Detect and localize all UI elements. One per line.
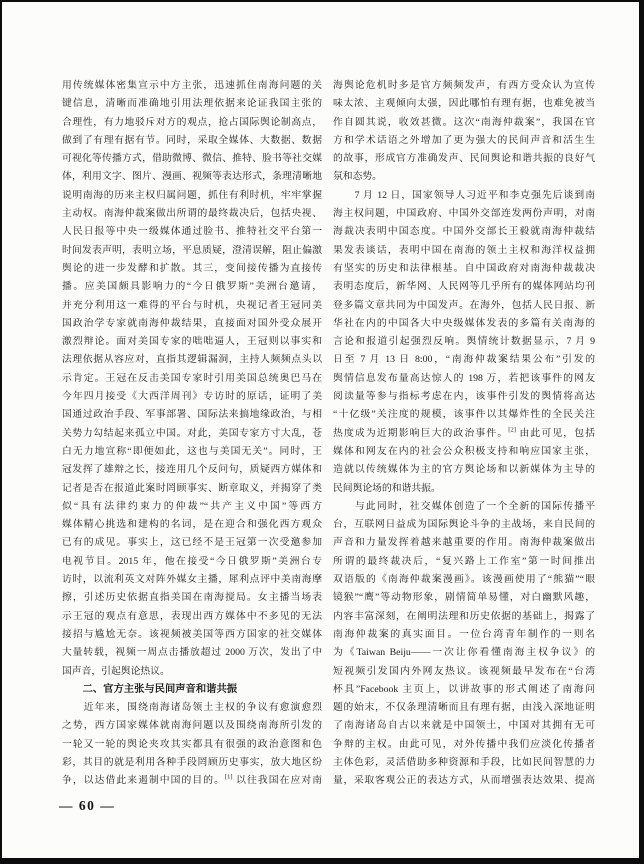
section-heading: 二、官方主张与民间声音和谐共振	[62, 683, 238, 695]
scan-border-right	[639, 0, 644, 864]
text-line: 镜猴”“鹰”等动物形象，剧情简单易懂，对白幽默风趣，	[333, 592, 595, 604]
text-line: 争辩的主权。由此可见，对外传播中我们应淡化传播者	[333, 738, 595, 750]
text-line: 所谓的最终裁决后，“复兴路上工作室”第一时间推出	[333, 555, 595, 567]
text-line: 为《Taiwan Beiju——一次让你看懂南海主权争议》的	[333, 647, 595, 659]
scan-border-bottom	[0, 858, 644, 864]
text-line: 用传统媒体密集宣示中方主张，迅速抓住南海问题的关	[62, 80, 322, 91]
text-line: 7 月 12 日，国家领导人习近平和李克强先后谈到南	[333, 189, 595, 201]
text-line: 彩，其目的就是利用各种手段罔顾历史事实，放大地区纷	[62, 756, 322, 768]
text-line: 造就以传统媒体为主的官方舆论场和以新媒体为主导的	[333, 464, 595, 476]
text-line: 主动权。南海仲裁案做出所谓的最终裁决后，包括央视、	[62, 208, 322, 220]
text-line: 记者是否在报道此案时罔顾事实、断章取义，并揭穿了类	[62, 482, 322, 494]
text-line: 华社在内的中国各大中央级媒体发表的多篇有关南海的	[333, 317, 595, 329]
text-line: 体，利用文字、图片、漫画、视频等表达形式，条理清晰地	[62, 171, 322, 183]
text-line: 登多篇文章共同为中国发声。在海外，包括人民日报、新	[333, 299, 595, 311]
text-line: 大量转载，视频一周点击播放超过 2000 万次，发出了中	[62, 647, 322, 659]
text-line: 短视频引发国内外网友热议。该视频最早发布在“台湾	[333, 665, 595, 677]
text-line: 似“具有法律约束力的仲裁”“共产主义中国”等西方	[62, 500, 322, 512]
text-line: 媒体和网友在内的社会公众积极支持和响应国家主张，	[333, 445, 595, 457]
text-line: 法理依据从容应对，直指其逻辑漏洞，主持人频频点头以	[62, 354, 322, 366]
text-line: 海主权问题，中国政府、中国外交部连发两份声明，对南	[333, 208, 595, 220]
text-line: 双语版的《南海仲裁案漫画》。该漫画使用了“熊猫”“眼	[333, 574, 595, 586]
text-line: 南海仲裁案的真实面目。一位台湾青年制作的一则名	[333, 628, 595, 640]
text-line: 已有的成见。事实上，这已经不是王冠第一次受邀参加	[62, 537, 322, 549]
text-line: 杯具”Facebook 主页上，以讲故事的形式阐述了南海问	[333, 683, 595, 695]
text-line: 言论和报道引起强烈反响。舆情统计数据显示，7 月 9	[333, 336, 595, 348]
text-line: 日至 7 月 13 日 8:00，“南海仲裁案结果公布”引发的	[333, 354, 595, 366]
text-column-left	[62, 77, 322, 791]
text-line: 题的始末，不仅条理清晰而且有理有据，由浅入深地证明	[333, 702, 595, 714]
text-line: 量，采取客观公正的表达方式，从而增强表达效果、提高	[333, 775, 595, 787]
text-line: 并充分利用这一难得的平台与时机，央视记者王冠同美	[62, 299, 322, 311]
text-line: “十亿级”关注度的规模，该事件以其爆炸性的全民关注	[333, 409, 595, 421]
text-line: 时间发表声明，表明立场，平息质疑，澄清误解，阻止偏激	[62, 244, 322, 256]
text-line: 热度成为近期影响巨大的政治事件。[2] 由此可见，包括	[333, 426, 595, 439]
text-line: 近年来，围绕南海诸岛领土主权的争议有愈演愈烈	[62, 702, 322, 714]
text-line: 国声音，引起舆论热议。	[62, 665, 170, 677]
text-line: 电视节目。2015 年，他在接受“今日俄罗斯”美洲台专	[62, 555, 322, 567]
text-line: 白无力地宣称“即便如此，这也与美国无关”。同时，王	[62, 445, 322, 457]
text-line: 媒体精心挑选和建构的名词，是在迎合和强化西方观众	[62, 519, 322, 531]
text-line: 人民日报等中央一级媒体通过脸书、推特社交平台第一	[62, 226, 322, 238]
text-line: 氛和态势。	[333, 171, 382, 183]
text-column-right	[333, 77, 595, 791]
text-line: 有坚实的历史和法律根基。自中国政府对南海仲裁裁决	[333, 262, 595, 274]
text-line: 说明南海的历来主权归属问题，抓住有利时机，牢牢掌握	[62, 189, 322, 201]
scan-border-left	[0, 0, 2, 864]
text-line: 味太浓、主观倾向太强，因此哪怕有理有据，也难免被当	[333, 98, 595, 110]
text-line: 主体色彩，灵活借助多种资源和手段，比如民间智慧的力	[333, 756, 595, 768]
page-number: — 60 —	[59, 798, 116, 813]
text-line: 做到了有理有据有节。同时，采取全媒体、大数据、数据	[62, 134, 322, 146]
text-line: 播。应美国颇具影响力的“今日俄罗斯”美洲台邀请，	[62, 281, 322, 293]
text-line: 内容丰富深刻，在阐明法理和历史依据的基础上，揭露了	[333, 610, 595, 622]
text-line: 一轮又一轮的舆论夹攻其实都具有很强的政治意图和色	[62, 738, 322, 750]
text-line: 与此同时，社交媒体创造了一个全新的国际传播平	[333, 500, 595, 512]
text-line: 可视化等传播方式，借助微博、微信、推特、脸书等社交媒	[62, 153, 322, 165]
text-line: 表明态度后，新华网、人民网等几乎所有的媒体网站均刊	[333, 281, 595, 293]
text-line: 激烈辩论。面对美国专家的咄咄逼人，王冠则以事实和	[62, 336, 322, 348]
text-line: 舆情信息发布量高达惊人的 198 万，若把该事件的网友	[333, 372, 595, 384]
text-line: 之势，西方国家媒体就南海问题以及围绕南海所引发的	[62, 720, 322, 732]
text-line: 争，以达借此来遏制中国的目的。[1] 以往我国在应对南	[62, 774, 322, 787]
text-line: 示王冠的观点有意思，表现出西方媒体中不多见的无法	[62, 610, 322, 622]
text-line: 访时，以流利英文对阵外媒女主播，犀利点评中美南海摩	[62, 574, 322, 586]
text-line: 今年四月接受《大西洋周刊》专访时的原话，证明了美	[62, 391, 322, 403]
scan-border-top	[0, 0, 644, 2]
text-line: 台，互联网日益成为国际舆论斗争的主战场，来自民间的	[333, 519, 595, 531]
text-line: 方和学术话语之外增加了更为强大的民间声音和活生生	[333, 134, 595, 146]
text-line: 海舆论危机时多是官方频频发声，有西方受众认为宣传	[333, 80, 595, 91]
text-line: 合理性，有力地驳斥对方的观点，抢占国际舆论制高点，	[62, 116, 322, 128]
text-line: 了南海诸岛自古以来就是中国领土，中国对其拥有无可	[333, 720, 595, 732]
text-line: 民间舆论场的和谐共振。	[333, 482, 441, 494]
footnote-ref: [1]	[225, 774, 233, 782]
text-line: 冠发挥了雄辩之长，接连用几个反问句，质疑西方媒体和	[62, 464, 322, 476]
text-line: 键信息，清晰而准确地引用法理依据来论证我国主张的	[62, 98, 322, 110]
text-line: 作自圆其说，收效甚微。这次“南海仲裁案”，我国在官	[333, 116, 595, 128]
text-line: 海裁决表明中国态度。中国外交部长王毅就南海仲裁结	[333, 226, 595, 238]
text-line: 的故事，形成官方准确发声、民间舆论和谐共振的良好气	[333, 153, 595, 165]
text-line: 国政治学专家就南海仲裁结果，直接面对国外受众展开	[62, 317, 322, 329]
text-line: 舆论的进一步发酵和扩散。其三，变间接传播为直接传	[62, 262, 322, 274]
text-line: 示肯定。王冠在反击美国专家时引用美国总统奥巴马在	[62, 372, 322, 384]
text-line: 果发表谈话，表明中国在南海的领土主权和海洋权益拥	[333, 244, 595, 256]
text-line: 阅读量等参与指标考虑在内，该事件引发的舆情将高达	[333, 391, 595, 403]
text-line: 擦，引述历史依据直指美国在南海搅局。女主播当场表	[62, 592, 322, 604]
text-line: 关势力勾结起来孤立中国。对此，美国专家方寸大乱，苍	[62, 427, 322, 439]
text-line: 接招与尴尬无奈。该视频被美国等西方国家的社交媒体	[62, 628, 322, 640]
text-line: 国通过政治手段、军事部署、国际法来搞地缘政治，与相	[62, 409, 322, 421]
footnote-ref: [2]	[508, 426, 516, 434]
text-line: 声音和力量发挥着越来越重要的作用。南海仲裁案做出	[333, 537, 595, 549]
